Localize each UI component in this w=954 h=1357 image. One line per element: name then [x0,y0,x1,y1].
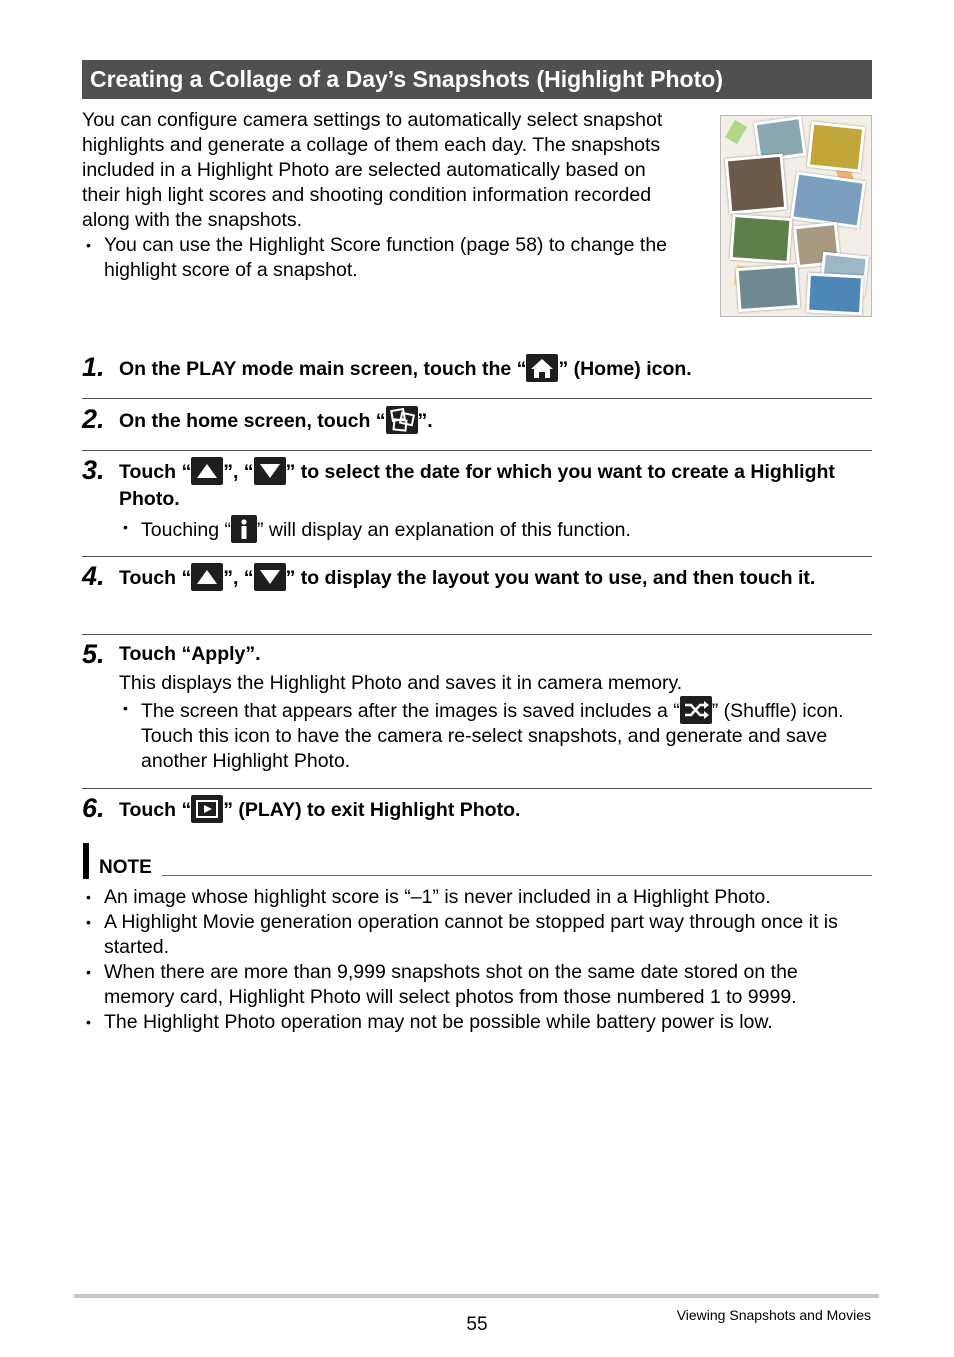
step-heading: Touch “ ”, “ ” to display the layout you want to use, and then touch it. [119,563,872,592]
intro-paragraph: You can configure camera settings to automatically select snapshot highlights and generate a collage of them each day. The snapshots included in a Highlight Photo are selected automatically based on their high light scores and shooting condition information recorded along with the snapshots. [82,109,663,231]
divider [82,450,872,451]
step-number: 5. [82,639,105,669]
down-arrow-icon [254,563,286,591]
step-6 [82,795,872,824]
divider [82,634,872,635]
note-label: NOTE [99,857,152,878]
up-arrow-icon [191,563,223,591]
up-arrow-icon [191,457,223,485]
info-icon [231,515,257,543]
step-2 [82,406,872,435]
step-heading: On the home screen, touch “ ”. [119,406,872,435]
highlight-collage-photo [720,115,872,317]
chapter-title: Viewing Snapshots and Movies [676,1307,871,1323]
highlight-photo-icon [386,406,418,434]
shuffle-icon [680,696,712,724]
step-note: • Touching “ ” will display an explanation of this function. [119,515,872,543]
step-number: 1. [82,352,105,382]
footer-rule [74,1294,879,1298]
down-arrow-icon [254,457,286,485]
step-note: • The screen that appears after the images is saved includes a “ ” (Shuffle) icon. Touch this icon to have the camera re-select snapshots, and generate and save another Highlight Photo. [119,696,872,774]
note-item: • An image whose highlight score is “–1” is never included in a Highlight Photo. [82,885,872,910]
divider [82,788,872,789]
intro-block [82,108,682,283]
intro-bullet: • You can use the Highlight Score function (page 58) to change the highlight score of a snapshot. [82,233,682,283]
step-4 [82,563,872,592]
divider [82,398,872,399]
note-divider [162,875,872,876]
note-item: • The Highlight Photo operation may not be possible while battery power is low. [82,1010,872,1035]
step-5 [82,641,872,774]
step-body: This displays the Highlight Photo and saves it in camera memory. [119,672,683,694]
step-heading: Touch “ ” (PLAY) to exit Highlight Photo. [119,795,872,824]
step-number: 2. [82,404,105,434]
note-marker [83,843,89,879]
step-heading: Touch “ ”, “ ” to select the date for which you want to create a Highlight Photo. [119,457,872,513]
step-number: 4. [82,561,105,591]
note-item: • When there are more than 9,999 snapshots shot on the same date stored on the memory card, Highlight Photo will select photos from those numbered 1 to 9999. [82,960,872,1010]
page-number: 55 [466,1314,488,1335]
step-1 [82,354,872,383]
step-3 [82,457,872,543]
play-icon [191,795,223,823]
step-heading: On the PLAY mode main screen, touch the “ ” (Home) icon. [119,354,872,383]
step-number: 3. [82,455,105,485]
home-icon [526,354,558,382]
note-list [82,885,872,1035]
step-number: 6. [82,793,105,823]
divider [82,556,872,557]
step-heading: Touch “Apply”. [119,643,261,665]
section-title: Creating a Collage of a Day’s Snapshots (Highlight Photo) [82,60,872,99]
note-item: • A Highlight Movie generation operation cannot be stopped part way through once it is started. [82,910,872,960]
